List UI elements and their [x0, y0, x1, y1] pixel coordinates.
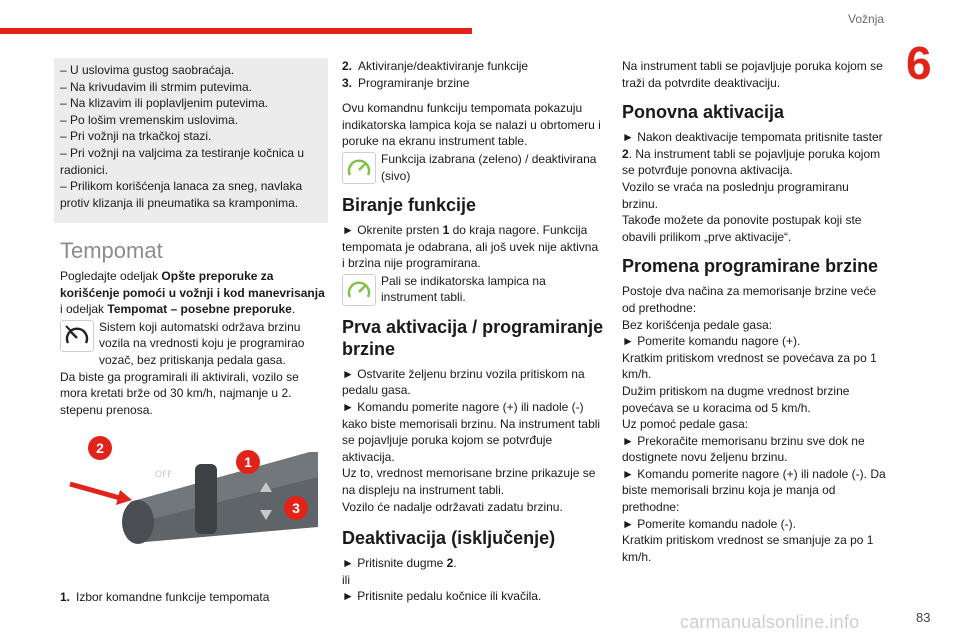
- deact-or: ili: [342, 572, 350, 587]
- callout-3: [284, 496, 308, 520]
- tempomat-description: Sistem koji automatski održava brzinu vozila na vrednosti koju je programirao vozač, bez pritiskanja pedala gasa.: [99, 319, 305, 367]
- page-title: Tempomat: [60, 238, 163, 264]
- change-line: ► Pomerite komandu nagore (+).: [622, 334, 801, 349]
- svg-text:OFF: OFF: [155, 470, 173, 481]
- svg-text:2: 2: [96, 440, 104, 457]
- legend-item-2: 2. Aktiviranje/deaktiviranje funkcije: [342, 59, 529, 73]
- deact-step-1: ► Pritisnite dugme 2.: [342, 556, 457, 571]
- heading-first-activation: Prva aktivacija / programiranje brzine: [342, 316, 604, 359]
- chapter-number: 6: [906, 37, 932, 89]
- heading-deactivation: Deaktivacija (isključenje): [342, 528, 556, 549]
- change-line: Postoje dva načina za memorisanje brzine veće od prethodne:: [622, 284, 877, 315]
- list-item: – Pri vožnji na valjcima za testiranje kočnica u radionici.: [60, 145, 305, 177]
- list-item: – Na krivudavim ili strmim putevima.: [60, 79, 253, 94]
- warning-box: [54, 58, 328, 223]
- list-item: – U uslovima gustog saobraćaja.: [60, 63, 235, 77]
- indicator-icon-row-1: [342, 150, 604, 186]
- select-paragraph: ► Okrenite prsten 1 do kraja nagore. Funkcija tempomata je odabrana, ali još uvek nije aktivna i brzina nije programirana.: [342, 222, 599, 271]
- intro-paragraph: Pogledajte odeljak Opšte preporuke za korišćenje pomoći u vožnji i kod manevrisanja i odeljak Tempomat – posebne preporuke.: [60, 268, 325, 317]
- react-step-2: Vozilo se vraća na poslednju programiranu brzinu.: [622, 179, 849, 211]
- section-title: Vožnja: [848, 12, 885, 26]
- column-1: [60, 58, 328, 605]
- react-step-3: Takođe možete da ponovite postupak koji ste obavili prilikom „prve aktivacije“.: [622, 213, 862, 244]
- deact-confirm-paragraph: Na instrument tabli se pojavljuje poruka kojom se traži da potvrdite deaktivaciju.: [622, 59, 883, 90]
- list-item: – Na klizavim ili poplavljenim putevima.: [60, 96, 269, 111]
- list-item: – Pri vožnji na trkačkoj stazi.: [60, 129, 212, 144]
- page-number: 83: [916, 610, 931, 625]
- indicator-description-2: Pali se indikatorska lampica na instrument tabli.: [381, 273, 546, 305]
- first-step-1: ► Ostvarite željenu brzinu vozila pritiskom na pedalu gasa.: [342, 366, 585, 398]
- watermark: carmanualsonline.info: [680, 612, 860, 632]
- program-paragraph: Da biste ga programirali ili aktivirali, vozilo se mora kretati brže od 30 km/h, najmanje u 2. stepenu prenosa.: [60, 369, 299, 417]
- change-line: Dužim pritiskom na dugme vrednost brzine povećava se u koracima od 5 km/h.: [622, 383, 850, 415]
- list-item: – Po lošim vremenskim uslovima.: [60, 112, 239, 127]
- deact-step-2: ► Pritisnite pedalu kočnice ili kvačila.: [342, 589, 542, 604]
- change-line: Bez korišćenja pedale gasa:: [622, 317, 773, 332]
- change-line: Kratkim pritiskom vrednost se smanjuje za po 1 km/h.: [622, 533, 874, 564]
- indicator-description-1: Funkcija izabrana (zeleno) / deaktivirana (sivo): [381, 151, 597, 183]
- legend-item-3: 3. Programiranje brzine: [342, 75, 470, 90]
- svg-text:3: 3: [292, 500, 300, 517]
- heading-change-speed: Promena programirane brzine: [622, 256, 879, 277]
- change-line: Uz pomoć pedale gasa:: [622, 417, 749, 432]
- indicator-icon-row-2: [342, 272, 604, 308]
- stalk-photo: [60, 432, 318, 552]
- heading-reactivation: Ponovna aktivacija: [622, 102, 785, 123]
- callout-2: [88, 436, 112, 460]
- list-item: – Prilikom korišćenja lanaca za sneg, navlaka protiv klizanja ili pneumatika sa kramponima.: [60, 179, 303, 210]
- svg-text:1: 1: [244, 454, 252, 471]
- first-step-4: Vozilo će nadalje održavati zadatu brzinu.: [342, 499, 563, 514]
- speedometer-green-icon: [342, 152, 376, 184]
- change-line: ► Prekoračite memorisanu brzinu sve dok ne dostignete novu željenu brzinu.: [622, 433, 865, 465]
- change-line: Kratkim pritiskom vrednost se povećava za po 1 km/h.: [622, 350, 877, 382]
- legend-item-1: 1. Izbor komandne funkcije tempomata: [60, 589, 270, 604]
- speedometer-green-icon: [342, 274, 376, 306]
- indicator-paragraph: Ovu komandnu funkciju tempomata pokazuju indikatorska lampica koja se nalazi u obrtomeru i poruke na ekranu instrument table.: [342, 101, 601, 149]
- react-step-1: ► Nakon deaktivacije tempomata pritisnite taster 2. Na instrument tabli se pojavljuje poruka kojom se potvrđuje ponovna aktivacija.: [622, 130, 883, 178]
- column-2: [342, 58, 604, 605]
- change-line: ► Komandu pomerite nagore (+) ili nadole (-). Da biste memorisali brzinu koja je manja od prethodne:: [622, 466, 886, 515]
- first-step-3: Uz to, vrednost memorisane brzine prikazuje se na displeju na instrument tabli.: [342, 466, 596, 497]
- heading-select-function: Biranje funkcije: [342, 194, 477, 215]
- change-line: ► Pomerite komandu nadole (-).: [622, 516, 796, 531]
- tempomat-icon-row: [60, 318, 328, 369]
- column-3: [622, 58, 888, 565]
- tempomat-icon: [60, 320, 94, 352]
- first-step-2: ► Komandu pomerite nagore (+) ili nadole (-) kako biste memorisali brzinu. Na instrument tabli se pojavljuje poruka kojom se potvrđuje aktivacija.: [342, 399, 601, 464]
- header-red-bar: [0, 28, 472, 34]
- callout-1: [236, 450, 260, 474]
